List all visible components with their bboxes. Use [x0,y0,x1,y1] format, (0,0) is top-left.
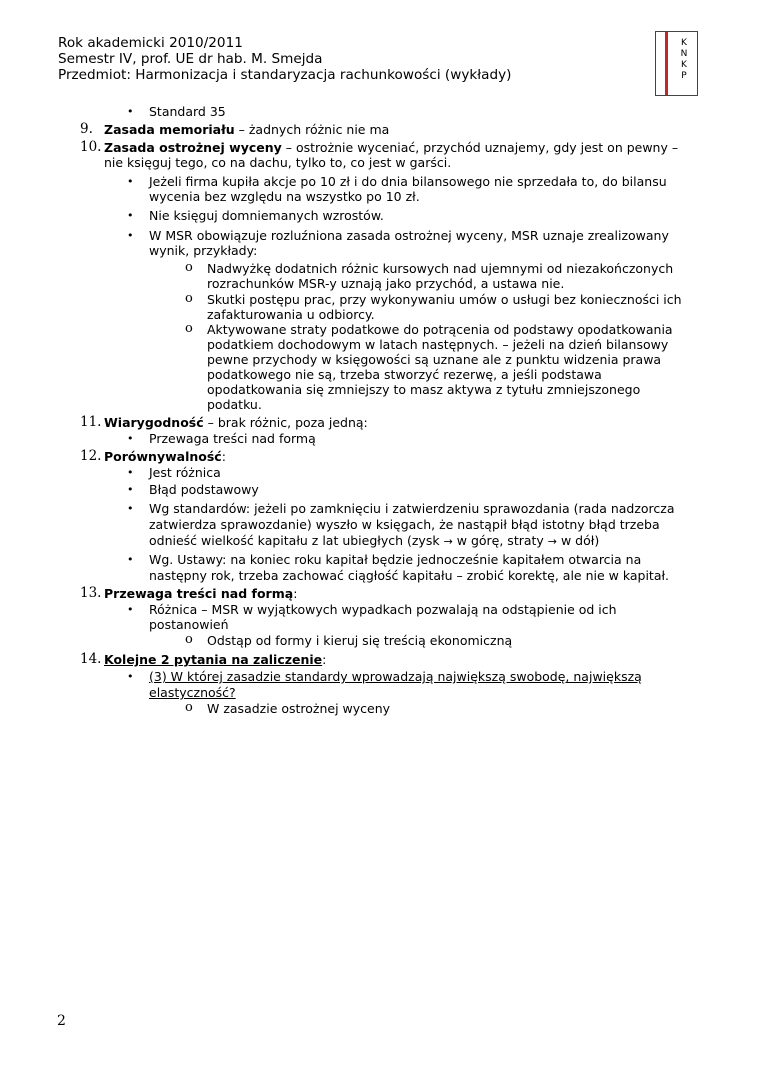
list-item [104,415,368,430]
item-text: podatkiem dochodowym w latach następnych. – jeżeli na dzień bilansowy [207,337,669,352]
list-item: Przewaga treści nad formą [149,431,316,446]
logo-red-bar [665,32,668,95]
logo-letter: K [681,38,687,48]
bullet-icon: • [127,553,134,566]
sub-bullet-icon: o [185,260,193,275]
item-title: Porównywalność [104,449,222,464]
page-number: 2 [57,1013,66,1029]
item-number: 9. [80,121,93,137]
bullet-icon: • [127,466,134,479]
sub-bullet-icon: o [185,632,193,647]
item-text: w dół) [557,533,600,548]
item-text [149,533,599,549]
bullet-icon: • [127,229,134,242]
item-text: w górę, straty [452,533,548,548]
bullet-icon: • [127,670,134,683]
item-text: opodatkowania się zmniejszy to masz aktywa z tytułu zmniejszonego [207,382,641,397]
logo-letters [676,38,692,82]
list-item: Różnica – MSR w wyjątkowych wypadkach pozwalają na odstąpienie od ich [149,602,617,617]
item-number: 10. [80,139,102,155]
item-text: zafakturowania u odbiorcy. [207,307,375,322]
bullet-icon: • [127,209,134,222]
bullet-icon: • [127,502,134,515]
list-item: Standard 35 [149,104,226,119]
item-title: Wiarygodność [104,415,204,430]
item-title: Przewaga treści nad formą [104,586,294,601]
sub-list-item: Nadwyżkę dodatnich różnic kursowych nad ujemnymi od niezakończonych [207,261,674,276]
arrow-right-icon: → [547,535,558,548]
list-item [104,140,678,155]
logo-letter: K [681,60,687,70]
header-academic-year: Rok akademicki 2010/2011 [58,35,243,51]
logo-letter: N [680,49,688,59]
header-semester: Semestr IV, prof. UE dr hab. M. Smejda [58,51,323,67]
list-item [104,586,297,601]
item-text: : [322,652,327,667]
sub-bullet-icon: o [185,700,193,715]
item-title: Kolejne 2 pytania na zaliczenie [104,652,323,667]
item-text: podatku. [207,397,262,412]
item-text: elastyczność? [149,685,236,700]
item-number: 13. [80,585,102,601]
item-number: 11. [80,414,102,430]
logo-letter: P [681,71,687,81]
bullet-icon: • [127,603,134,616]
list-item: Jest różnica [149,465,221,480]
bullet-icon: • [127,432,134,445]
item-text: nie księguj tego, co na dachu, tylko to, co jest w garści. [104,155,452,170]
knkp-logo [655,31,698,96]
item-text: – ostrożnie wyceniać, przychód uznajemy, gdy jest on pewny – [281,140,679,155]
item-text: rozrachunków MSR-y uznają jako przychód, a ustawa nie. [207,276,565,291]
list-item: Nie księguj domniemanych wzrostów. [149,208,384,223]
sub-list-item: Odstąp od formy i kieruj się treścią ekonomiczną [207,633,513,648]
item-number: 12. [80,448,102,464]
item-text: następny rok, trzeba zachować ciągłość kapitału – zrobić korektę, ale nie w kapitał. [149,568,670,583]
list-item [104,652,326,667]
item-title: Zasada ostrożnej wyceny [104,140,282,155]
item-text: wynik, przykłady: [149,243,258,258]
item-text: podatkowego nie są, trzeba stworzyć rezerwę, a jeśli podstawa [207,367,602,382]
item-text: pewne przychody w księgowości są uznane ale z punktu widzenia prawa [207,352,662,367]
bullet-icon: • [127,483,134,496]
sub-list-item: Aktywowane straty podatkowe do potrącenia od podstawy opodatkowania [207,322,673,337]
item-title: Zasada memoriału [104,122,235,137]
item-text: – żadnych różnic nie ma [234,122,390,137]
page-header [58,35,511,83]
item-text: : [293,586,298,601]
list-item: (3) W której zasadzie standardy wprowadzają największą swobodę, największą [149,669,642,684]
list-item: Błąd podstawowy [149,482,259,497]
sub-bullet-icon: o [185,321,193,336]
item-text: wycenia bez względu na wszystko po 10 zł. [149,189,420,204]
item-number: 14. [80,651,102,667]
list-item [104,122,389,137]
arrow-right-icon: → [443,535,453,548]
sub-bullet-icon: o [185,291,193,306]
header-subject: Przedmiot: Harmonizacja i standaryzacja rachunkowości (wykłady) [58,67,512,83]
item-text: : [221,449,226,464]
list-item: W MSR obowiązuje rozluźniona zasada ostrożnej wyceny, MSR uznaje zrealizowany [149,228,669,243]
bullet-icon: • [127,105,134,118]
item-text: zatwierdza sprawozdanie) wyszło w księgach, że nastąpił błąd istotny błąd trzeba [149,517,660,532]
list-item: Jeżeli firma kupiła akcje po 10 zł i do dnia bilansowego nie sprzedała to, do bilansu [149,174,667,189]
sub-list-item: Skutki postępu prac, przy wykonywaniu umów o usługi bez konieczności ich [207,292,682,307]
sub-list-item: W zasadzie ostrożnej wyceny [207,701,391,716]
item-text: postanowień [149,617,229,632]
list-item [104,449,226,464]
item-text: – brak różnic, poza jedną: [203,415,368,430]
list-item: Wg standardów: jeżeli po zamknięciu i zatwierdzeniu sprawozdania (rada nadzorcza [149,501,675,516]
item-text: odnieść wielkość kapitału z lat ubiegłych (zysk [149,533,444,548]
bullet-icon: • [127,175,134,188]
list-item: Wg. Ustawy: na koniec roku kapitał będzie jednocześnie kapitałem otwarcia na [149,552,642,567]
